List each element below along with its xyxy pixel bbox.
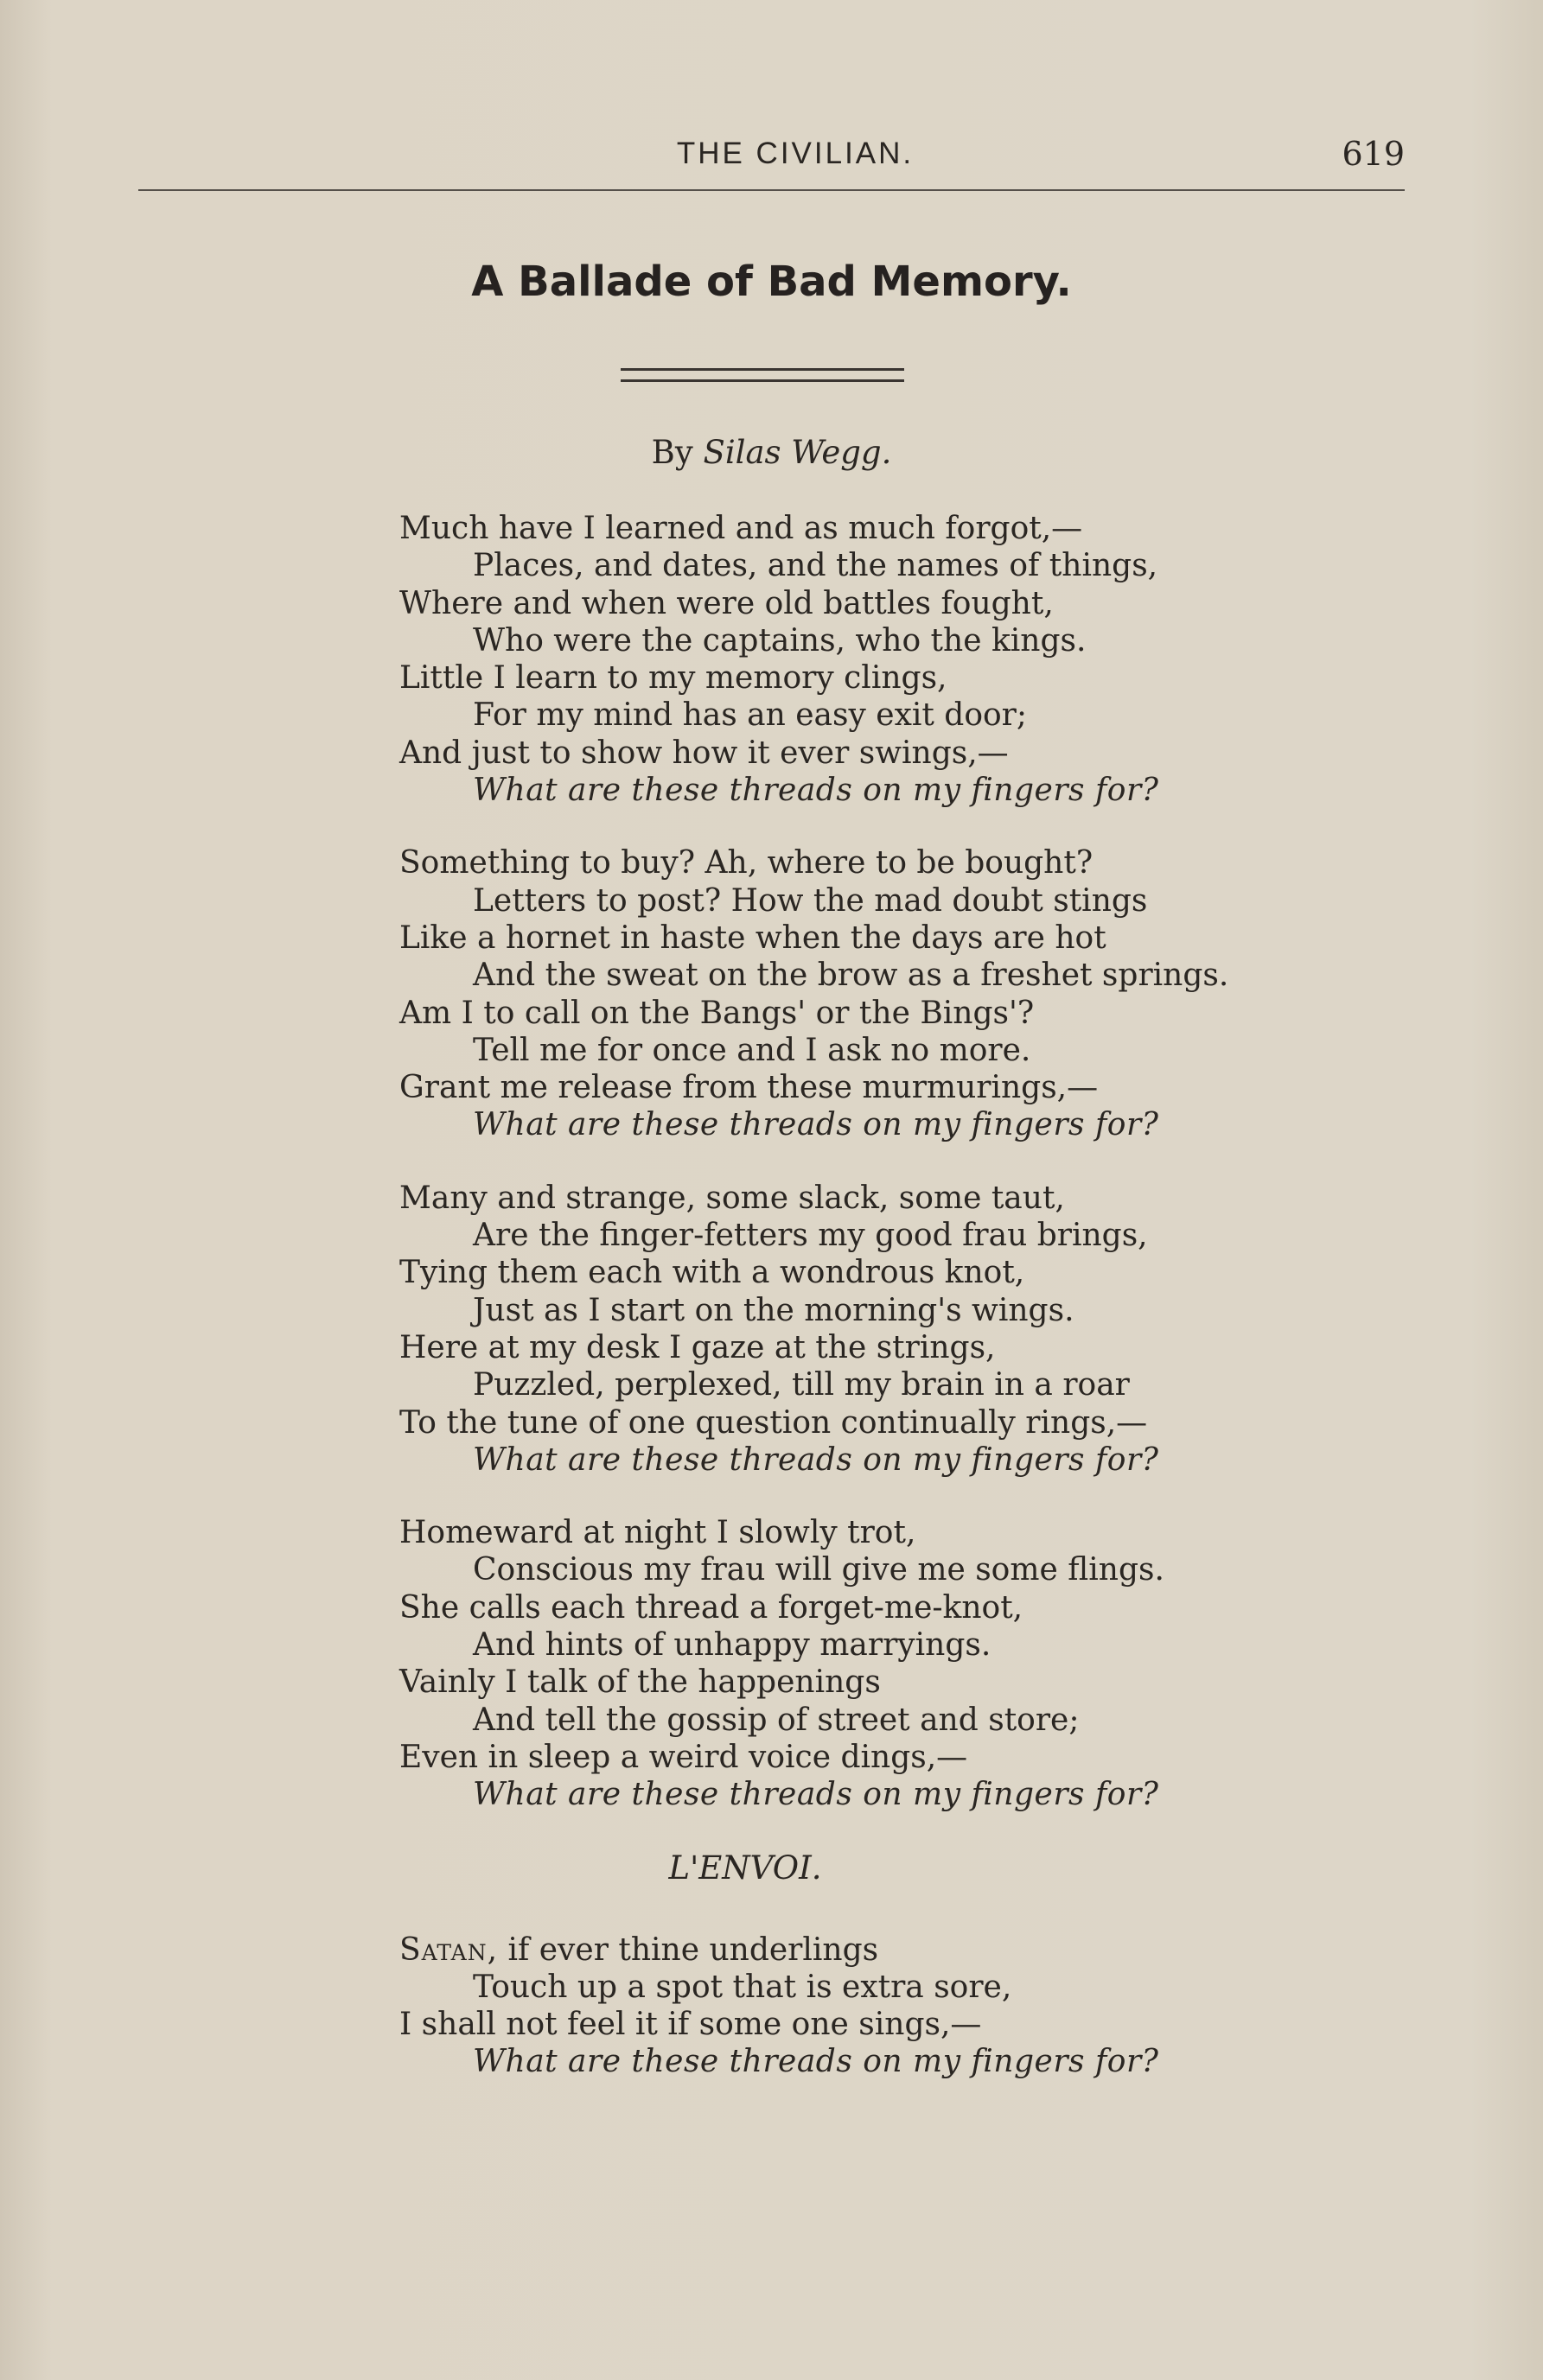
poem-line: Just as I start on the morning's wings. — [473, 1292, 1074, 1328]
refrain-line: What are these threads on my fingers for? — [473, 2044, 1159, 2080]
stanza-1 — [399, 510, 1437, 809]
envoi-stanza — [399, 1931, 1437, 2081]
stanza-2 — [399, 844, 1437, 1143]
byline — [0, 434, 1543, 471]
stanza-3 — [399, 1180, 1437, 1479]
header-rule — [138, 189, 1405, 191]
poem-line: Tell me for once and I ask no more. — [473, 1032, 1031, 1068]
poem-line: And just to show how it ever swings,— — [399, 735, 1009, 771]
poem-line: Letters to post? How the mad doubt stings — [473, 882, 1148, 919]
poem-line: Homeward at night I slowly trot, — [399, 1515, 916, 1551]
envoi-heading: L'ENVOI. — [668, 1849, 822, 1887]
byline-prefix: By — [651, 434, 693, 471]
poem-line: Are the finger-fetters my good frau brings, — [473, 1218, 1148, 1254]
envoi-first-word: Satan, — [399, 1931, 499, 1968]
envoi-first-line-rest: if ever thine underlings — [498, 1931, 879, 1968]
poem-line: Vainly I talk of the happenings — [399, 1664, 881, 1701]
poem-line: She calls each thread a forget-me-knot, — [399, 1589, 1023, 1626]
poem-line: Puzzled, perplexed, till my brain in a roar — [473, 1367, 1130, 1403]
poem-line: Here at my desk I gaze at the strings, — [399, 1329, 996, 1365]
poem-line: Who were the captains, who the kings. — [473, 622, 1087, 659]
poem-line: Little I learn to my memory clings, — [399, 660, 947, 697]
refrain-line: What are these threads on my fingers for? — [473, 1777, 1159, 1813]
refrain-line: What are these threads on my fingers for? — [473, 1107, 1159, 1143]
poem-line: To the tune of one question continually rings,— — [399, 1404, 1148, 1441]
poem-line: Tying them each with a wondrous knot, — [399, 1255, 1025, 1291]
poem-line: And hints of unhappy marryings. — [473, 1627, 991, 1664]
title-double-rule — [621, 368, 904, 382]
page-number: 619 — [1342, 135, 1405, 173]
poem-line: Places, and dates, and the names of things, — [473, 548, 1158, 584]
poem-line: And tell the gossip of street and store; — [473, 1702, 1080, 1738]
poem-title: A Ballade of Bad Memory. — [471, 258, 1072, 306]
poem-line — [399, 1931, 1437, 1969]
author-name: Silas Wegg. — [703, 434, 892, 471]
poem-line: Grant me release from these murmurings,— — [399, 1070, 1099, 1106]
poem-body — [399, 510, 1437, 2116]
poem-line: Where and when were old battles fought, — [399, 585, 1054, 621]
journal-title: THE CIVILIAN. — [676, 137, 915, 170]
poem-line: Even in sleep a weird voice dings,— — [399, 1739, 968, 1775]
poem-line: Much have I learned and as much forgot,— — [399, 511, 1083, 546]
stanza-4 — [399, 1514, 1437, 1813]
refrain-line: What are these threads on my fingers for? — [473, 773, 1159, 809]
poem-line: For my mind has an easy exit door; — [473, 697, 1028, 734]
poem-line: I shall not feel it if some one sings,— — [399, 2007, 982, 2043]
poem-line: Something to buy? Ah, where to be bought? — [399, 845, 1093, 881]
poem-line: Conscious my frau will give me some flings. — [473, 1552, 1164, 1588]
poem-line: Am I to call on the Bangs' or the Bings'? — [399, 995, 1035, 1031]
poem-line: Many and strange, some slack, some taut, — [399, 1180, 1065, 1216]
poem-line: Like a hornet in haste when the days are hot — [399, 920, 1106, 956]
running-head — [138, 130, 1405, 181]
refrain-line: What are these threads on my fingers for? — [473, 1441, 1159, 1478]
poem-line: And the sweat on the brow as a freshet springs. — [473, 958, 1229, 994]
poem-line: Touch up a spot that is extra sore, — [473, 1969, 1012, 2005]
